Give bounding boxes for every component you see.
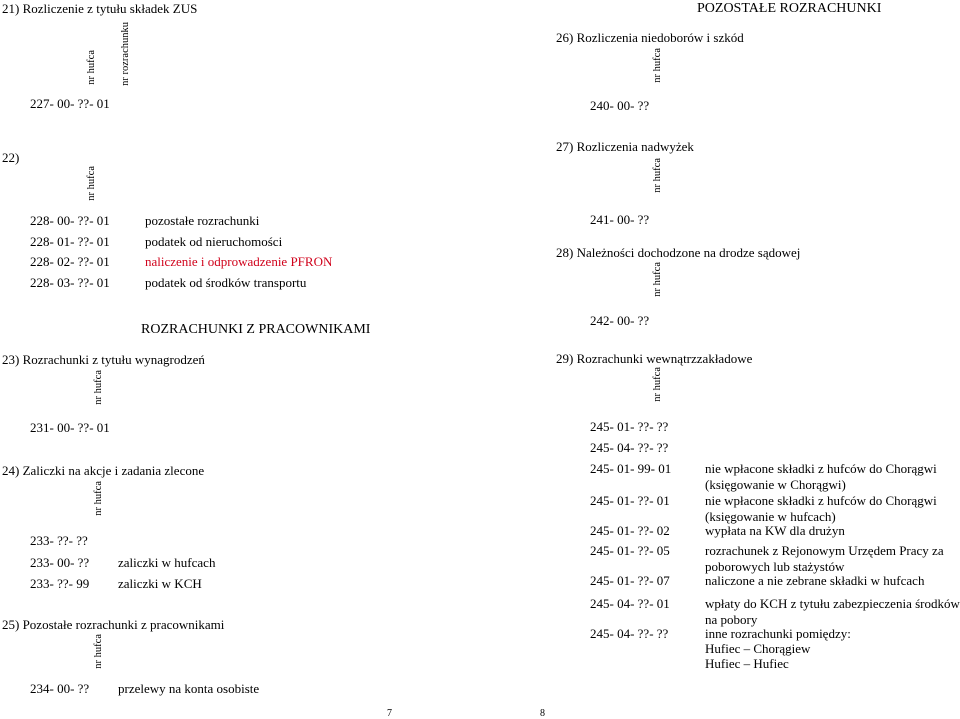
vertical-label-nr-hufca: nr hufca [652, 48, 663, 83]
account-233-a: 233- ??- ?? [30, 533, 88, 548]
desc-245-f: rozrachunek z Rejonowym Urzędem Pracy za [705, 543, 944, 558]
section-23-heading: 23) Rozrachunki z tytułu wynagrodzeń [2, 352, 205, 367]
desc-245-g: naliczone a nie zebrane składki w hufcach [705, 573, 925, 588]
vertical-label-nr-hufca: nr hufca [86, 50, 97, 85]
vertical-label-nr-hufca: nr hufca [93, 634, 104, 669]
account-228-00: 228- 00- ??- 01 [30, 213, 110, 228]
account-228-02: 228- 02- ??- 01 [30, 254, 110, 269]
account-245-b: 245- 04- ??- ?? [590, 440, 669, 455]
desc-228-03: podatek od środków transportu [145, 275, 307, 290]
desc-245-i: inne rozrachunki pomiędzy: [705, 626, 851, 641]
desc-228-02: naliczenie i odprowadzenie PFRON [145, 254, 333, 269]
account-245-c: 245- 01- 99- 01 [590, 461, 672, 476]
desc-245-d-2: (księgowanie w hufcach) [705, 509, 836, 524]
section-25-heading: 25) Pozostałe rozrachunki z pracownikami [2, 617, 225, 632]
page-number-right: 8 [540, 708, 545, 719]
section-title-pozostale: POZOSTAŁE ROZRACHUNKI [697, 1, 882, 16]
account-242: 242- 00- ?? [590, 313, 650, 328]
account-231: 231- 00- ??- 01 [30, 420, 110, 435]
desc-228-01: podatek od nieruchomości [145, 234, 283, 249]
account-240: 240- 00- ?? [590, 98, 650, 113]
desc-245-f-2: poborowych lub stażystów [705, 559, 845, 574]
section-24-heading: 24) Zaliczki na akcje i zadania zlecone [2, 463, 205, 478]
account-228-01: 228- 01- ??- 01 [30, 234, 110, 249]
desc-245-d: nie wpłacone składki z hufców do Chorągwi [705, 493, 937, 508]
section-26-heading: 26) Rozliczenia niedoborów i szkód [556, 30, 744, 45]
desc-245-h-2: na pobory [705, 612, 758, 627]
section-28-heading: 28) Należności dochodzone na drodze sądowej [556, 245, 801, 260]
account-245-h: 245- 04- ??- 01 [590, 596, 670, 611]
account-228-03: 228- 03- ??- 01 [30, 275, 110, 290]
desc-233-b: zaliczki w hufcach [118, 555, 216, 570]
vertical-label-nr-hufca: nr hufca [652, 262, 663, 297]
account-245-g: 245- 01- ??- 07 [590, 573, 670, 588]
vertical-label-nr-rozrachunku: nr rozrachunku [120, 22, 131, 86]
desc-245-c: nie wpłacone składki z hufców do Chorągwi [705, 461, 937, 476]
section-29-heading: 29) Rozrachunki wewnątrzzakładowe [556, 351, 753, 366]
account-245-d: 245- 01- ??- 01 [590, 493, 670, 508]
account-233-c: 233- ??- 99 [30, 576, 90, 591]
desc-245-i-3: Hufiec – Hufiec [705, 656, 789, 671]
account-241: 241- 00- ?? [590, 212, 650, 227]
desc-245-h: wpłaty do KCH z tytułu zabezpieczenia środków [705, 596, 960, 611]
section-title-pracownicy: ROZRACHUNKI Z PRACOWNIKAMI [141, 322, 371, 337]
vertical-label-nr-hufca: nr hufca [652, 158, 663, 193]
desc-234: przelewy na konta osobiste [118, 681, 260, 696]
section-22-heading: 22) [2, 150, 20, 165]
account-245-e: 245- 01- ??- 02 [590, 523, 670, 538]
account-233-b: 233- 00- ?? [30, 555, 90, 570]
account-234: 234- 00- ?? [30, 681, 90, 696]
account-245-i: 245- 04- ??- ?? [590, 626, 669, 641]
vertical-label-nr-hufca: nr hufca [93, 370, 104, 405]
desc-245-i-2: Hufiec – Chorągiew [705, 641, 811, 656]
section-21-heading: 21) Rozliczenie z tytułu składek ZUS [2, 1, 198, 16]
account-227: 227- 00- ??- 01 [30, 96, 110, 111]
vertical-label-nr-hufca: nr hufca [652, 367, 663, 402]
section-27-heading: 27) Rozliczenia nadwyżek [556, 139, 694, 154]
page-number-left: 7 [387, 708, 392, 719]
vertical-label-nr-hufca: nr hufca [93, 481, 104, 516]
desc-245-e: wypłata na KW dla drużyn [705, 523, 845, 538]
desc-228-00: pozostałe rozrachunki [145, 213, 260, 228]
account-245-a: 245- 01- ??- ?? [590, 419, 669, 434]
account-245-f: 245- 01- ??- 05 [590, 543, 670, 558]
vertical-label-nr-hufca: nr hufca [86, 166, 97, 201]
desc-245-c-2: (księgowanie w Chorągwi) [705, 477, 846, 492]
desc-233-c: zaliczki w KCH [118, 576, 202, 591]
